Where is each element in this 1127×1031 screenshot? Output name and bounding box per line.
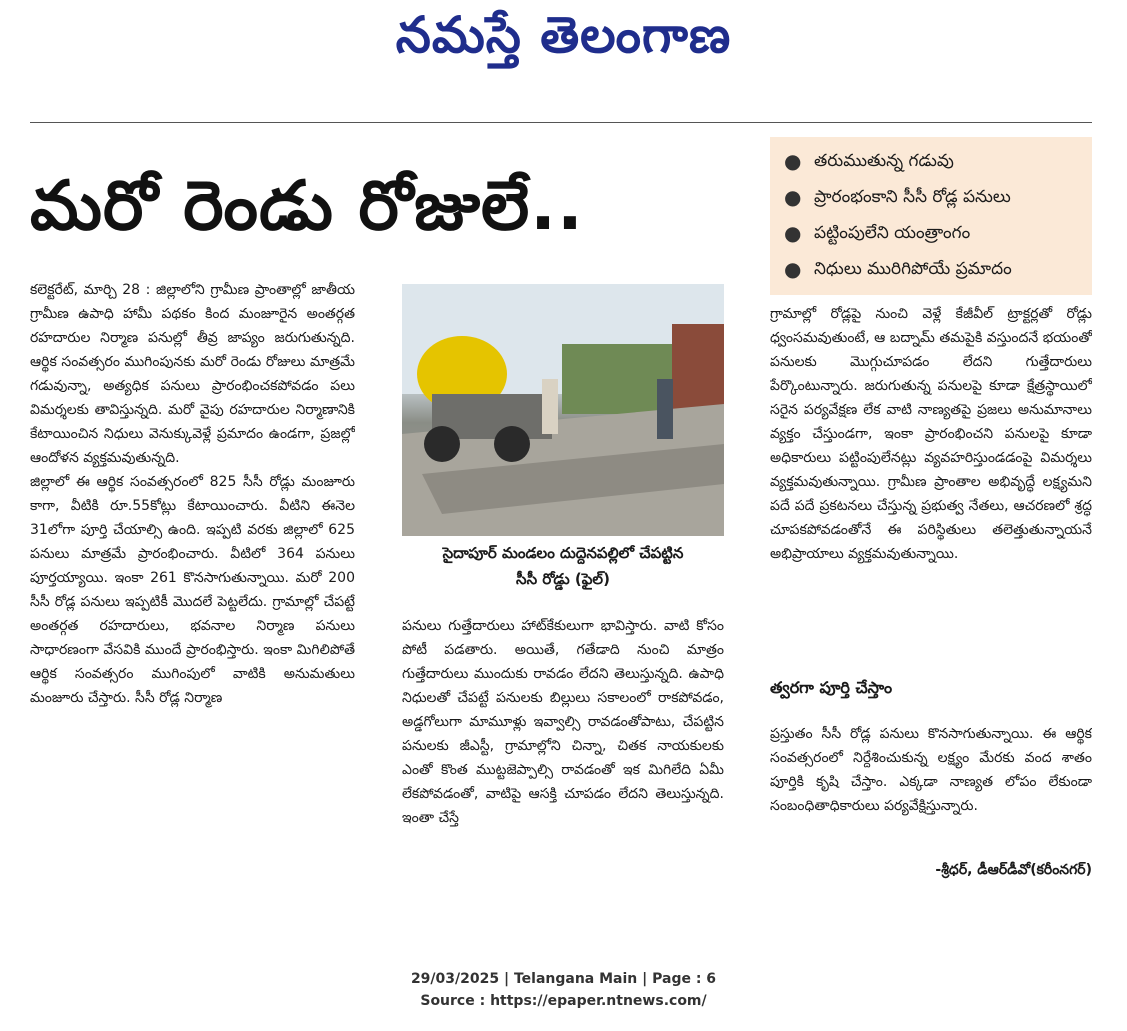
highlight-item: ● పట్టింపులేని యంత్రాంగం: [770, 215, 1092, 251]
paragraph: పనులు గుత్తేదారులు హాట్‌కేకులుగా భావిస్తారు. వాటి కోసం పోటీ పడతారు. అయితే, గతేడాది నుంచి మాత్రం గుత్తేదారులు ముందుకు రావడం లేదని తెలుస్తున్నది. ఉపాధి నిధులతో చేపట్టే పనులకు బిల్లులు సకాలంలో రాకపోవడం, అడ్డగోలుగా మామూళ్లు ఇవ్వాల్సి రావడంతోపాటు, చేపట్టిన పనులకు జీఎస్టీ, గ్రామాల్లోని చిన్నా, చితక నాయకులకు ఎంతో కొంత ముట్టజెప్పాల్సి రావడంతో ఇక మిగిలేది ఏమీ లేకపోవడంతో, వాటిపై ఆసక్తి చూపడం లేదని తెలుస్తున్నది. ఇంతా చేస్తే: [402, 618, 724, 826]
source-link[interactable]: Source : https://epaper.ntnews.com/: [420, 993, 707, 1009]
page-footer: [0, 968, 1127, 1012]
quote-subheading: త్వరగా పూర్తి చేస్తాం: [770, 678, 893, 697]
article-column-1: [30, 278, 355, 888]
paragraph: కలెక్టరేట్, మార్చి 28 : జిల్లాలోని గ్రామీణ ప్రాంతాల్లో జాతీయ గ్రామీణ ఉపాధి హామీ పథకం కింద మంజూరైన అంతర్గత రహదారుల నిర్మాణ పనుల్లో తీవ్ర జాప్యం జరుగుతున్నది. ఆర్థిక సంవత్సరం ముగింపునకు మరో రెండు రోజులు మాత్రమే గడువున్నా, అత్యధిక పనులు ప్రారంభించకపోవడం పలు విమర్శలకు తావిస్తున్నది. మరో వైపు రహదారుల నిర్మాణానికి కేటాయించిన నిధులు వెనుక్కువెళ్లే ప్రమాదం ఉండగా, ప్రజల్లో ఆందోళన వ్యక్తమవుతున్నది.: [30, 282, 355, 466]
newspaper-masthead: నమస్తే తెలంగాణ: [395, 6, 732, 64]
highlight-item: ● ప్రారంభంకాని సీసీ రోడ్ల పనులు: [770, 179, 1092, 215]
photo-caption: సైదాపూర్ మండలం దుద్దెనపల్లిలో చేపట్టిన సీసీ రోడ్డు (ఫైల్): [442, 544, 684, 588]
masthead-tagline-strip: [30, 94, 1092, 108]
bullet-icon: ●: [784, 185, 802, 209]
construction-photo-illustration: [402, 284, 724, 536]
bullet-icon: ●: [784, 257, 802, 281]
official-quote: [770, 722, 1092, 862]
highlight-item: ● తరుముతున్న గడువు: [770, 143, 1092, 179]
highlight-item: ● నిధులు మురిగిపోయే ప్రమాదం: [770, 251, 1092, 287]
quote-credit: -శ్రీధర్, డీఆర్‌డీవో(కరీంనగర్): [935, 862, 1092, 878]
bullet-icon: ●: [784, 221, 802, 245]
article-headline: మరో రెండు రోజులే..: [30, 167, 584, 246]
paragraph: ప్రస్తుతం సీసీ రోడ్ల పనులు కొనసాగుతున్నాయి. ఈ ఆర్థిక సంవత్సరంలో నిర్దేశించుకున్న లక్ష్యం మేరకు వంద శాతం పూర్తికి కృషి చేస్తాం. ఎక్కడా నాణ్యత లోపం లేకుండా సంబంధితాధికారులు పర్యవేక్షిస్తున్నారు.: [770, 726, 1092, 814]
paragraph: జిల్లాలో ఈ ఆర్థిక సంవత్సరంలో 825 సీసీ రోడ్లు మంజూరు కాగా, వీటికి రూ.55కోట్లు కేటాయించారు. వీటిని ఈనెల 31లోగా పూర్తి చేయాల్సి ఉంది. ఇప్పటి వరకు జిల్లాలో 625 పనులు మాత్రమే ప్రారంభించారు. వీటిలో 364 పనులు పూర్తయ్యాయి. ఇంకా 261 కొనసాగుతున్నాయి. మరో 200 సీసీ రోడ్ల పనులు ఇప్పటికీ మొదలే పెట్టలేదు. గ్రామాల్లో చేపట్టే అంతర్గత రహదారులు, భవనాల నిర్మాణ పనులు సాధారణంగా వేసవికి ముందే ప్రారంభిస్తారు. ఇంకా మిగిలిపోతే ఆర్థిక సంవత్సరం ముగింపులో వాటికి అనుమతులు మంజూరు చేస్తారు. సీసీ రోడ్ల నిర్మాణ: [30, 474, 355, 706]
paragraph: గ్రామాల్లో రోడ్లపై నుంచి వెళ్లే కేజీవీల్ ట్రాక్టర్లతో రోడ్లు ధ్వంసమవుతుంటే, ఆ బద్నామ్ తమపైకి వస్తుందనే భయంతో పనులకు మొగ్గుచూపడం లేదని గుత్తేదారులు పేర్కొంటున్నారు. జరుగుతున్న పనులపై కూడా క్షేత్రస్థాయిలో సరైన పర్యవేక్షణ లేక వాటి నాణ్యతపై ప్రజలు అనుమానాలు వ్యక్తం చేస్తుండగా, ఇంకా ప్రారంభించని పనులపై కూడా అధికారులు పట్టింపులేనట్లు వ్యవహరిస్తుండడంపై విమర్శలు వ్యక్తమవుతున్నాయి. గ్రామీణ ప్రాంతాల అభివృద్ధే లక్ష్యమని పదే పదే ప్రకటనలు చేస్తున్న ప్రభుత్వ నేతలు, ఆచరణలో శ్రద్ధ చూపకపోవడంతోనే ఈ పరిస్థితులు తలెత్తుతున్నాయనే అభిప్రాయాలు వ్యక్తమవుతున్నాయి.: [770, 306, 1092, 562]
article-photo: [402, 284, 724, 536]
edition-info: 29/03/2025 | Telangana Main | Page : 6: [410, 971, 717, 987]
masthead-divider: [30, 122, 1092, 123]
bullet-icon: ●: [784, 149, 802, 173]
highlights-box: [770, 137, 1092, 295]
article-column-2: [402, 614, 724, 890]
article-column-3: [770, 302, 1092, 662]
